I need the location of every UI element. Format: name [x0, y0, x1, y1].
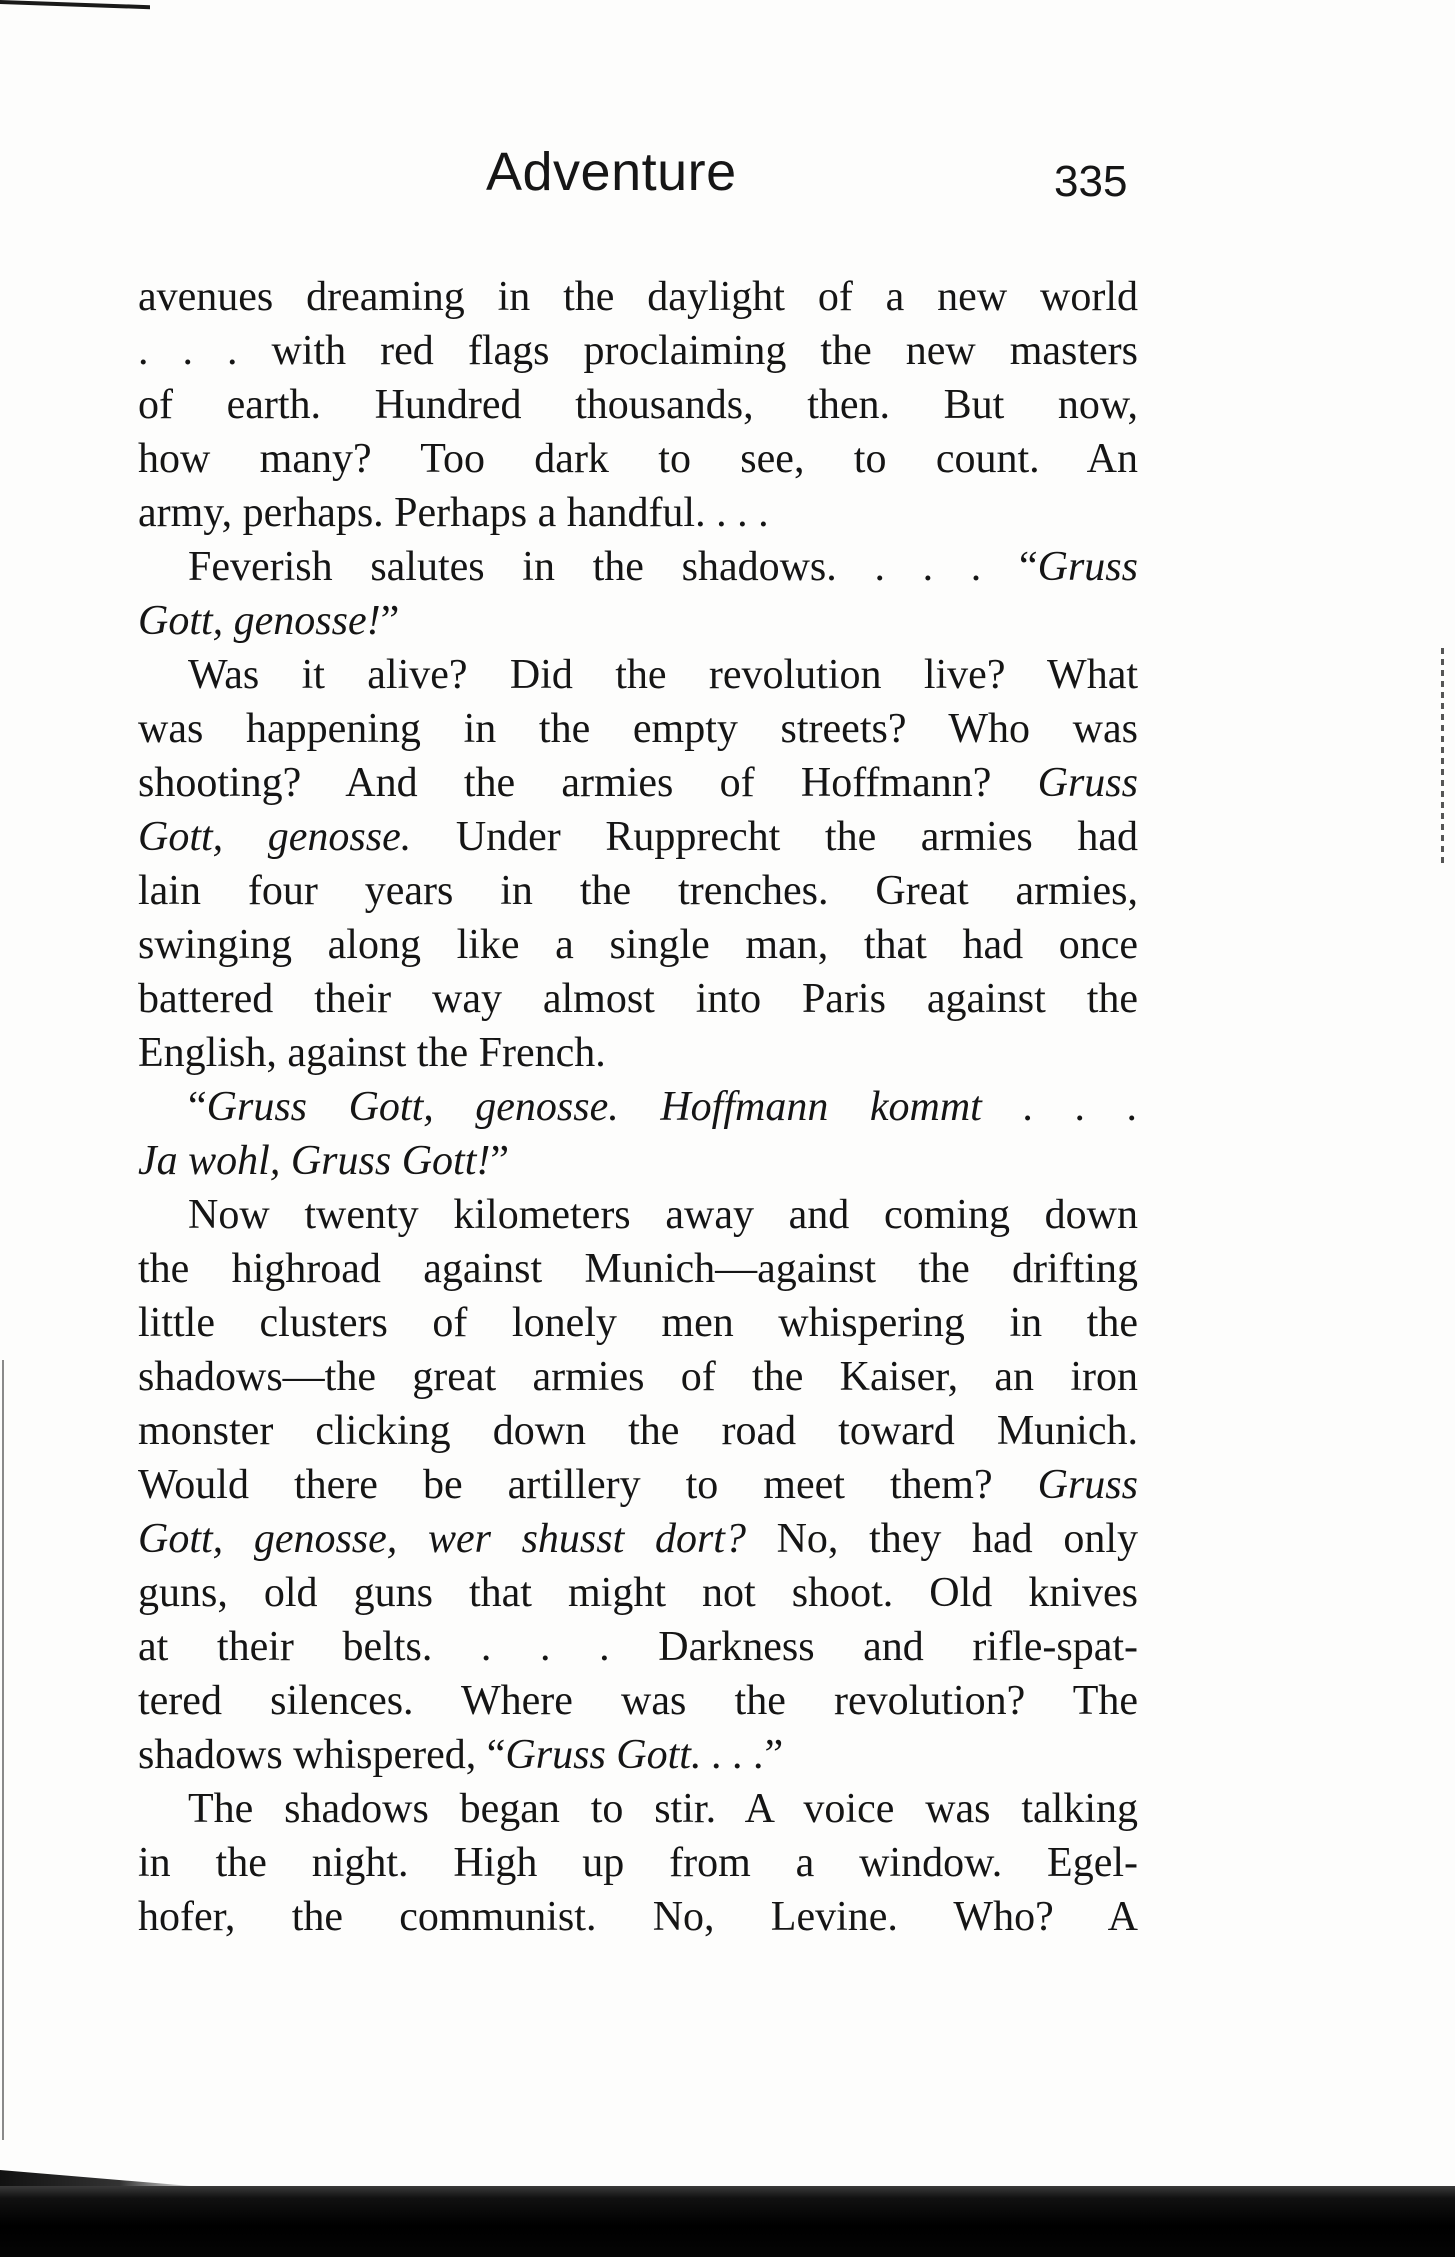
text-line: of earth. Hundred thousands, then. But now, [138, 382, 1138, 428]
text-line: battered their way almost into Paris against the [138, 976, 1138, 1022]
body-text [138, 270, 1138, 1944]
text-line: Was it alive? Did the revolution live? What [188, 652, 1138, 698]
scan-corner-mark [0, 0, 150, 23]
text-line: the highroad against Munich—against the drifting [138, 1246, 1138, 1292]
text-line: was happening in the empty streets? Who was [138, 706, 1138, 752]
text-line: how many? Too dark to see, to count. An [138, 436, 1138, 482]
text-line: avenues dreaming in the daylight of a new world [138, 274, 1138, 320]
running-head-title: Adventure [486, 142, 737, 202]
text-line: shadows—the great armies of the Kaiser, an iron [138, 1354, 1138, 1400]
text-line: army, perhaps. Perhaps a handful. . . . [138, 490, 769, 536]
text-line: Gott, genosse. Under Rupprecht the armies had [138, 814, 1138, 860]
text-line: Feverish salutes in the shadows. . . . “Gruss [188, 544, 1138, 590]
text-line: swinging along like a single man, that had once [138, 922, 1138, 968]
text-line: monster clicking down the road toward Munich. [138, 1408, 1138, 1454]
text-line: tered silences. Where was the revolution? The [138, 1678, 1138, 1724]
text-line: Would there be artillery to meet them? Gruss [138, 1462, 1138, 1508]
scan-left-edge [2, 1360, 4, 2140]
text-line: in the night. High up from a window. Egel- [138, 1840, 1138, 1886]
text-line: lain four years in the trenches. Great armies, [138, 868, 1138, 914]
text-line: “Gruss Gott, genosse. Hoffmann kommt . . . [188, 1084, 1138, 1130]
text-line: Gott, genosse, wer shusst dort? No, they had only [138, 1516, 1138, 1562]
text-line: English, against the French. [138, 1030, 606, 1076]
text-line: shooting? And the armies of Hoffmann? Gruss [138, 760, 1138, 806]
page-number: 335 [1054, 157, 1128, 206]
text-line: little clusters of lonely men whispering in the [138, 1300, 1138, 1346]
text-line: at their belts. . . . Darkness and rifle-spat- [138, 1624, 1138, 1670]
text-line: Ja wohl, Gruss Gott!” [138, 1138, 510, 1184]
text-line: Now twenty kilometers away and coming down [188, 1192, 1138, 1238]
text-line: hofer, the communist. No, Levine. Who? A [138, 1894, 1138, 1940]
text-line: The shadows began to stir. A voice was talking [188, 1786, 1138, 1832]
text-line: Gott, genosse!” [138, 598, 400, 644]
text-line: . . . with red flags proclaiming the new masters [138, 328, 1138, 374]
text-line: shadows whispered, “Gruss Gott. . . .” [138, 1732, 784, 1778]
scan-bottom-bar [0, 2186, 1455, 2257]
text-line: guns, old guns that might not shoot. Old knives [138, 1570, 1138, 1616]
scan-margin-mark [1441, 648, 1444, 868]
